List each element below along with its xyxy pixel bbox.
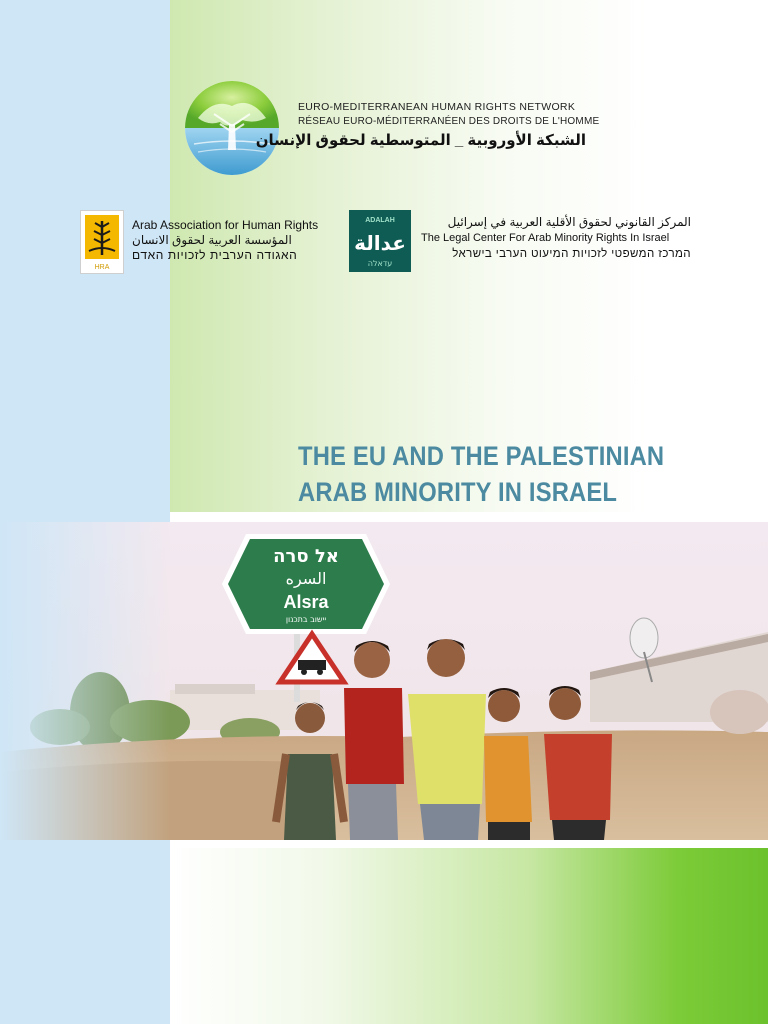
sign-text-ar: السره	[285, 569, 327, 588]
page-title	[298, 438, 664, 510]
adalah-logo-ar: عدالة	[354, 231, 406, 255]
cover-photo	[0, 522, 768, 840]
adalah-emblem	[349, 210, 411, 272]
emhrn-names	[255, 100, 600, 153]
bottom-green-gradient	[170, 848, 768, 1024]
adalah-name-he: המרכז המשפטי לזכויות המיעוט הערבי בישראל	[452, 248, 691, 260]
title-line-1: THE EU AND THE PALESTINIAN	[298, 441, 665, 471]
left-blue-band	[0, 0, 170, 1024]
adalah-logo-he: עדאלה	[367, 259, 393, 268]
sign-text-small: יישוב בתכנון	[285, 615, 327, 624]
sign-text-en: Alsra	[283, 592, 329, 612]
aahr-name-ar: المؤسسة العربية لحقوق الانسان	[132, 233, 292, 247]
aahr-logo	[80, 210, 124, 274]
emhrn-name-ar: الشبكة الأوروبية _ المتوسطية لحقوق الإنسان	[255, 132, 586, 149]
aahr-logo-initials: HRA	[94, 264, 110, 271]
adalah-logo-en: ADALAH	[365, 217, 395, 224]
sign-text-he: אל סרה	[273, 546, 339, 567]
emhrn-tree-logo	[184, 80, 280, 176]
adalah-name-en: The Legal Center For Arab Minority Rights In Israel	[421, 232, 670, 244]
wheat-icon	[81, 211, 123, 273]
emhrn-name-fr: RÉSEAU EURO-MÉDITERRANÉEN DES DROITS DE L'HOMME	[298, 116, 600, 127]
adalah-names	[421, 214, 691, 262]
aahr-names	[132, 218, 318, 263]
emhrn-name-en: EURO-MEDITERRANEAN HUMAN RIGHTS NETWORK	[298, 101, 576, 113]
road-sign	[222, 534, 390, 634]
aahr-name-en: Arab Association for Human Rights	[132, 218, 319, 232]
adalah-name-ar: المركز القانوني لحقوق الأقلية العربية في إسرائيل	[447, 215, 691, 229]
adalah-logo	[349, 210, 411, 272]
title-line-2: ARAB MINORITY IN ISRAEL	[298, 477, 618, 507]
aahr-name-he: האגודה הערבית לזכויות האדם	[132, 248, 298, 262]
